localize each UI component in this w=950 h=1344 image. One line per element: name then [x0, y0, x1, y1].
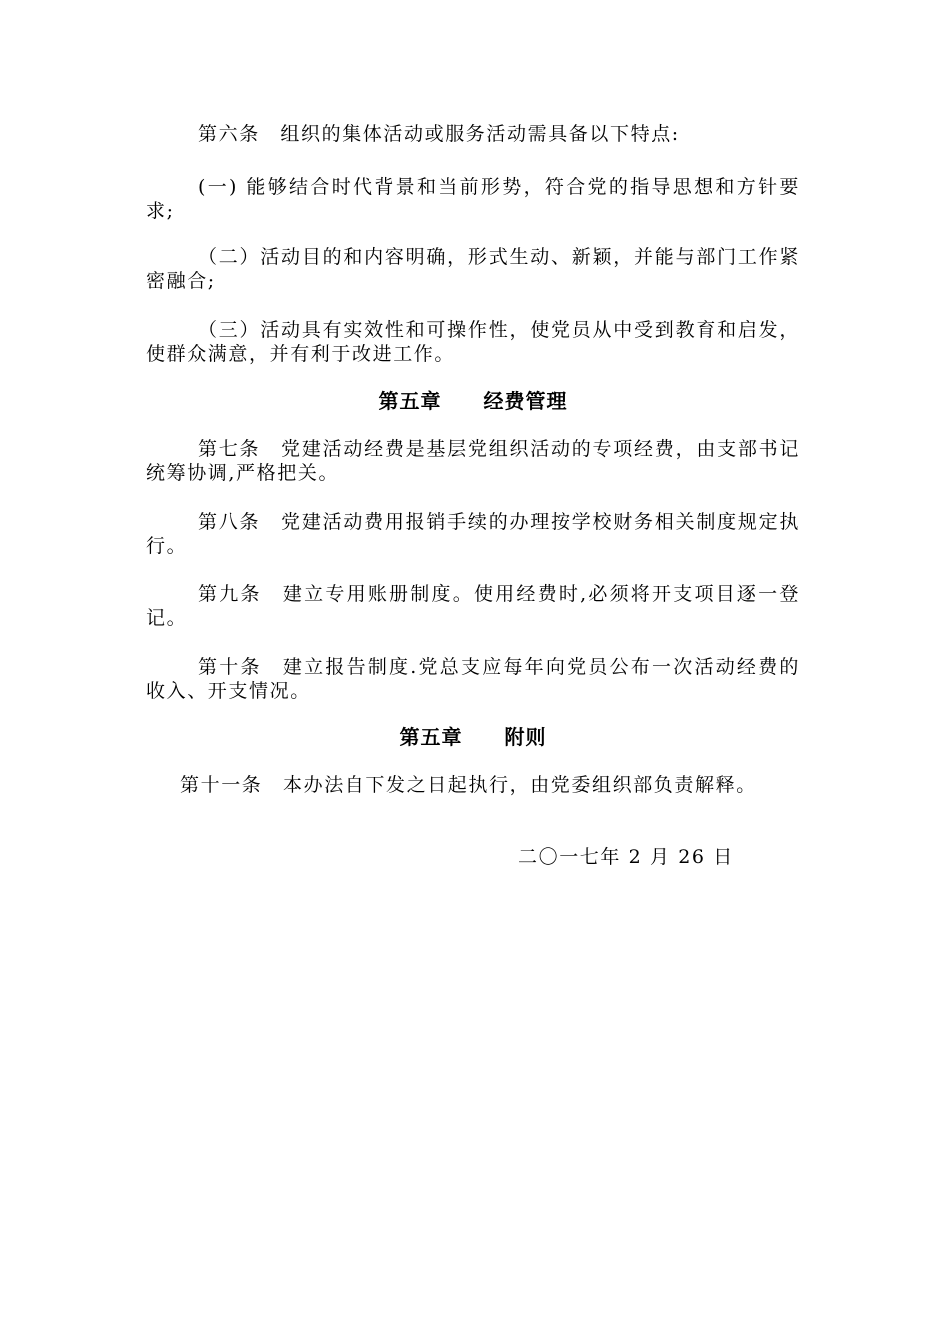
article-6-paragraph: 第六条 组织的集体活动或服务活动需具备以下特点: [198, 123, 680, 145]
item-2-paragraph: （二）活动目的和内容明确，形式生动、新颖，并能与部门工作紧密融合; [146, 246, 800, 292]
article-8-paragraph: 第八条 党建活动费用报销手续的办理按学校财务相关制度规定执行。 [146, 511, 800, 557]
document-date: 二〇一七年 2 月 26 日 [518, 846, 734, 868]
article-7-paragraph: 第七条 党建活动经费是基层党组织活动的专项经费，由支部书记统筹协调,严格把关。 [146, 438, 800, 484]
item-1-paragraph: (一) 能够结合时代背景和当前形势，符合党的指导思想和方针要求; [146, 176, 800, 222]
article-11-paragraph: 第十一条 本办法自下发之日起执行，由党委组织部负责解释。 [180, 774, 757, 796]
chapter-heading-appendix: 第五章 附则 [399, 725, 547, 749]
item-3-paragraph: （三）活动具有实效性和可操作性，使党员从中受到教育和启发，使群众满意，并有利于改进工作。 [146, 319, 800, 365]
article-9-paragraph: 第九条 建立专用账册制度。使用经费时,必须将开支项目逐一登记。 [146, 583, 800, 629]
article-10-paragraph: 第十条 建立报告制度.党总支应每年向党员公布一次活动经费的收入、开支情况。 [146, 656, 800, 702]
chapter-heading-funds: 第五章 经费管理 [378, 389, 568, 413]
